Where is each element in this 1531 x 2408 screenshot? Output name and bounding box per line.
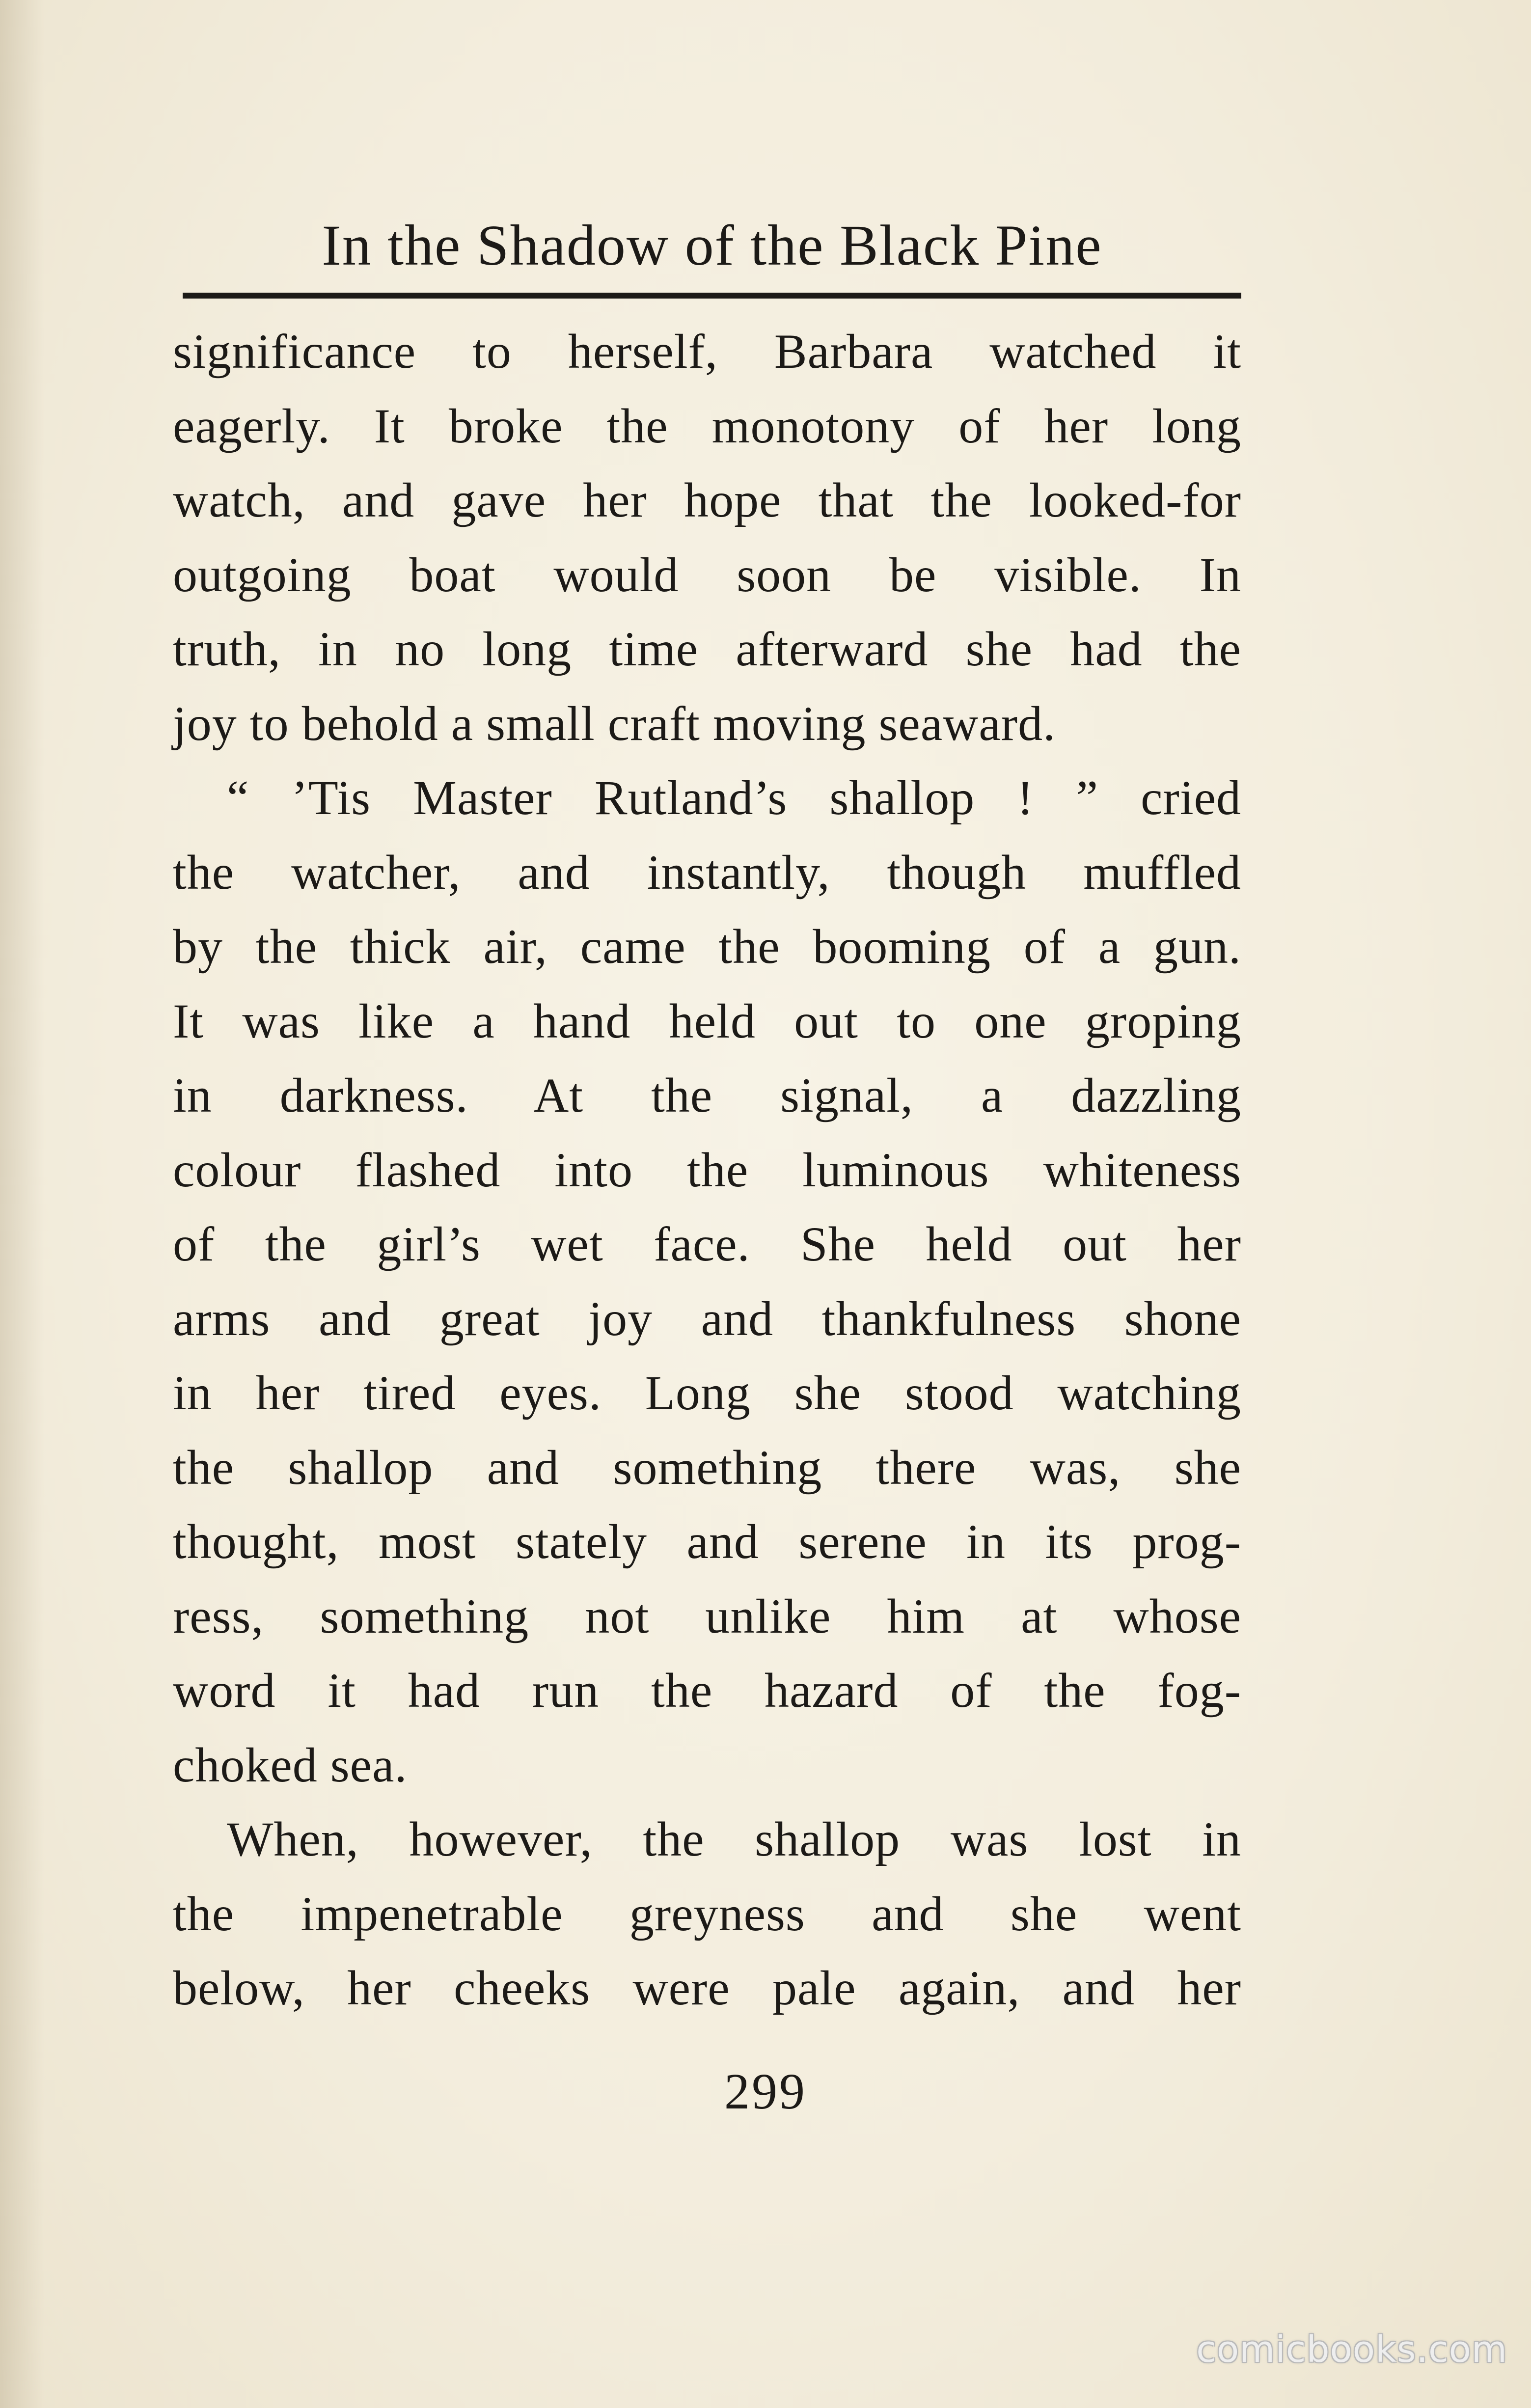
- gutter-shadow: [0, 0, 44, 2408]
- text-line: outgoing boat would soon be visible. In: [173, 547, 1241, 602]
- running-head: In the Shadow of the Black Pine: [322, 213, 1102, 277]
- text-line: colour flashed into the luminous whiteness: [173, 1142, 1241, 1197]
- header-rule: [183, 293, 1241, 299]
- text-line: the impenetrable greyness and she went: [173, 1886, 1241, 1941]
- text-line: in darkness. At the signal, a dazzling: [173, 1068, 1241, 1122]
- text-line: the watcher, and instantly, though muffled: [173, 845, 1241, 900]
- text-line: truth, in no long time afterward she had the: [173, 622, 1241, 676]
- text-line: in her tired eyes. Long she stood watching: [173, 1366, 1241, 1420]
- text-line: eagerly. It broke the monotony of her long: [173, 398, 1241, 453]
- page-number: 299: [724, 2063, 807, 2120]
- text-line: the shallop and something there was, she: [173, 1440, 1241, 1495]
- text-line: word it had run the hazard of the fog-: [173, 1663, 1241, 1718]
- text-line: significance to herself, Barbara watched it: [173, 324, 1241, 379]
- body-text: [173, 314, 1241, 2025]
- text-line: choked sea.: [173, 1737, 408, 1792]
- text-line: It was like a hand held out to one groping: [173, 993, 1241, 1048]
- text-line: watch, and gave her hope that the looked-for: [173, 473, 1241, 527]
- text-line: ress, something not unlike him at whose: [173, 1588, 1241, 1643]
- text-line: When, however, the shallop was lost in: [227, 1812, 1241, 1866]
- text-line: below, her cheeks were pale again, and her: [173, 1961, 1241, 2015]
- text-line: by the thick air, came the booming of a gun.: [173, 919, 1241, 974]
- text-line: “ ’Tis Master Rutland’s shallop ! ” cried: [227, 770, 1241, 825]
- watermark-text: comicbooks.com: [1196, 2328, 1507, 2371]
- text-line: of the girl’s wet face. She held out her: [173, 1217, 1241, 1271]
- text-line: arms and great joy and thankfulness shone: [173, 1291, 1241, 1346]
- text-line: thought, most stately and serene in its prog-: [173, 1514, 1241, 1569]
- text-line: joy to behold a small craft moving seaward.: [173, 696, 1056, 751]
